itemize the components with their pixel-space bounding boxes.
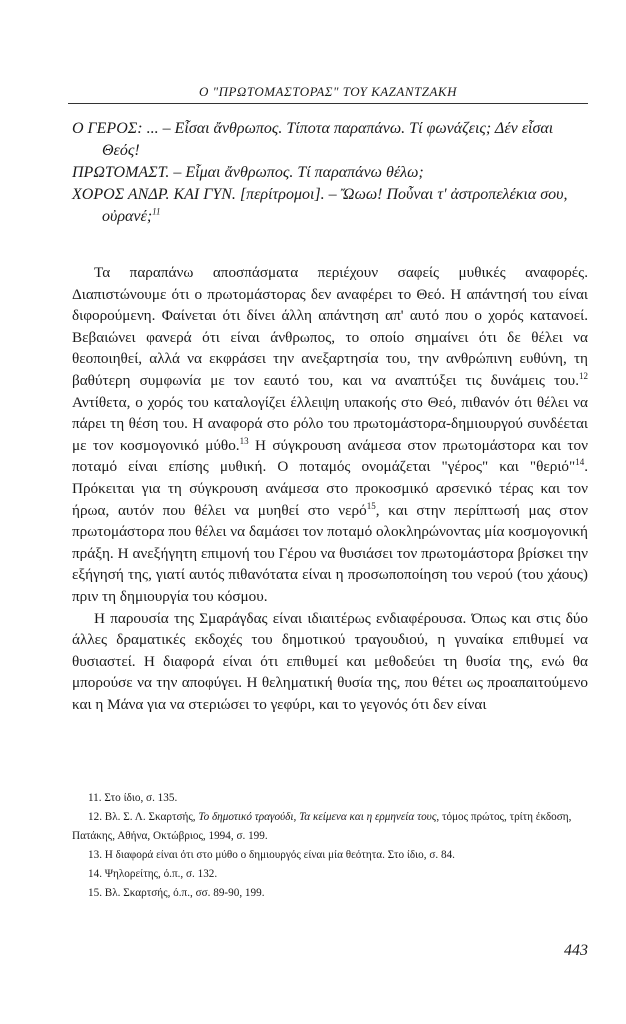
- footnote-ref: 13: [239, 435, 249, 446]
- footnote: [72, 789, 588, 808]
- footnote-number: 15.: [88, 887, 102, 899]
- footnote-text: Η διαφορά είναι ότι στο μύθο ο δημιουργός είναι μία θεότητα. Στο ίδιο, σ. 84.: [104, 849, 455, 861]
- dialogue-text: ΠΡΩΤΟΜΑΣΤ. – Εἶμαι ἄνθρωπος. Τί παραπάνω θέλω;: [72, 164, 424, 181]
- text-run: Αντίθετα, ο χορός του καταλογίζει έλλειψη υπακοής στο Θεό, πιθανόν ότι θέλει να πάρει τη θέση του. Η αναφορά στο ρόλο του πρωτομάστορα-δημιουργού συνδέεται με τον κοσμογονικό μύθο.: [72, 393, 588, 454]
- footnote-number: 14.: [88, 868, 102, 880]
- footnote-ref: 14: [575, 457, 585, 468]
- footnote-ref: 15: [366, 500, 376, 511]
- body-text: [72, 262, 588, 715]
- dialogue-line: [72, 118, 588, 162]
- dialogue-excerpt: [72, 118, 588, 228]
- footnote-text: Στο ίδιο, σ. 135.: [104, 792, 178, 804]
- footnote-text: Βλ. Σκαρτσής, ό.π., σσ. 89-90, 199.: [104, 887, 265, 899]
- dialogue-text: ΧΟΡΟΣ ΑΝΔΡ. ΚΑΙ ΓΥΝ. [περίτρομοι]. – Ὤωω! Ποὖναι τ' ἀστροπελέκια σου, οὐρανέ;: [72, 186, 568, 225]
- text-run: Η παρουσία της Σμαράγδας είναι ιδιαιτέρως ενδιαφέρουσα. Όπως και στις δύο άλλες δραματικές εκδοχές του δημοτικού τραγουδιού, η γυναίκα επιθυμεί να θυσιαστεί. Η διαφορά είναι ότι επιθυμεί και μεθοδεύει τη θυσία της, ενώ θα μπορούσε να την αποφύγει. Η θεληματική θυσία της, που θέτει ως προαπαιτούμενο και η Μάνα για να στεριώσει το γεφύρι, και το γεγονός ότι δεν είναι: [72, 609, 588, 713]
- paragraph: [72, 262, 588, 608]
- footnote: [72, 865, 588, 884]
- dialogue-text: Ο ΓΕΡΟΣ: ... – Εἶσαι ἄνθρωπος. Τίποτα παραπάνω. Τί φωνάζεις; Δέν εἶσαι Θεός!: [72, 120, 554, 159]
- page-number: 443: [564, 942, 588, 959]
- text-run: Τα παραπάνω αποσπάσματα περιέχουν σαφείς μυθικές αναφορές. Διαπιστώνουμε ότι ο πρωτομάστορας δεν αναφέρει το Θεό. Η απάντησή του είναι διφορούμενη. Φαίνεται ότι δίνει άλλη απάντηση απ' αυτό που ο χορός κατανοεί. Βεβαιώνει φανερά ότι είναι άνθρωπος, το οποίο σημαίνει ότι δε θέλει να θεοποιηθεί, αλλά να εκφράσει την ανεξαρτησία του, την ανθρώπινη ευθύνη, τη βαθύτερη συμφωνία με τον εαυτό του, και να αναπτύξει τις δυνάμεις του.: [72, 264, 588, 389]
- paragraph: [72, 608, 588, 716]
- footnote: [72, 846, 588, 865]
- footnote-number: 13.: [88, 849, 102, 861]
- footnote-number: 11.: [88, 792, 102, 804]
- footnote-ref: 11: [152, 206, 161, 217]
- footnotes: [72, 789, 588, 903]
- footnote: [72, 884, 588, 903]
- text-run: Η σύγκρουση ανάμεσα στον πρωτομάστορα και τον ποταμό είναι επίσης μυθική. Ο ποταμός ονομάζεται "γέρος" και "θεριό": [72, 436, 588, 476]
- dialogue-line: [72, 162, 588, 184]
- footnote-text: , τόμος πρώτος, τρίτη έκδοση, Πατάκης, Αθήνα, Οκτώβριος, 1994, σ. 199.: [72, 811, 572, 842]
- footnote-ref: 12: [579, 370, 588, 381]
- footnote-book-title: Το δημοτικό τραγούδι, Τα κείμενα και η ερμηνεία τους: [198, 811, 437, 823]
- text-run: , και στην περίπτωσή μας στον πρωτομάστορα που θέλει να δαμάσει τον ποταμό ολοκληρώνοντας μία κοσμογονική πράξη. Η ανεξήγητη επιμονή του Γέρου να θυσιάσει τον πρωτομάστορα βρίσκει την εξήγησή της, γιατί αυτός πιθανότατα είναι η προσωποποίηση του νερού (του χάους) πριν τη δημιουργία του κόσμου.: [72, 501, 588, 605]
- footnote-number: 12.: [88, 811, 102, 823]
- text-run: . Πρόκειται για τη σύγκρουση ανάμεσα στο προκοσμικό αρσενικό τέρας και τον ήρωα, αυτόν που θέλει να μυηθεί στο νερό: [72, 458, 588, 519]
- dialogue-line: [72, 184, 588, 228]
- header-rule: [68, 103, 588, 104]
- running-head: Ο "ΠΡΩΤΟΜΑΣΤΟΡΑΣ" ΤΟΥ ΚΑΖΑΝΤΖΑΚΗ: [199, 84, 457, 99]
- footnote-text: Ψηλορείτης, ό.π., σ. 132.: [104, 868, 218, 880]
- footnote: [72, 808, 588, 846]
- footnote-text: Βλ. Σ. Λ. Σκαρτσής,: [104, 811, 199, 823]
